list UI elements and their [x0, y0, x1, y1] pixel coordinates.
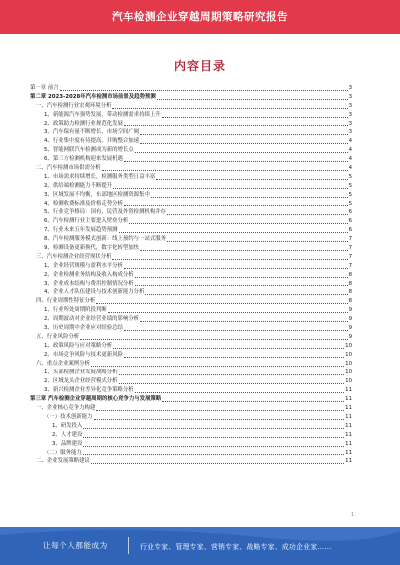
toc-leader-dots — [102, 170, 348, 171]
toc-entry[interactable] — [30, 128, 352, 137]
toc-entry-text: 1、市场需求持续增长，检测服务类型日益丰富 — [44, 173, 156, 180]
toc-leader-dots — [145, 294, 347, 295]
toc-leader-dots — [112, 259, 347, 260]
toc-entry-page: 4 — [348, 165, 352, 171]
toc-entry-text: 六、重点企业案例分析 — [36, 360, 90, 367]
toc-entry-page: 10 — [345, 369, 352, 376]
toc-entry-text: 4、行业集中度有待提高，并购整合加速 — [44, 138, 140, 145]
toc-entry-page: 6 — [348, 218, 352, 225]
toc-entry-page: 10 — [345, 351, 352, 358]
toc-leader-dots — [135, 152, 348, 153]
page-number: 1 — [350, 512, 354, 518]
toc-leader-dots — [83, 428, 344, 429]
footer-slogan: 让每个人都能成为 — [43, 541, 108, 550]
toc-entry-page: 8 — [348, 298, 352, 305]
toc-entry[interactable] — [30, 137, 352, 146]
toc-leader-dots — [162, 117, 348, 118]
toc-entry-text: 四、行业周期性特征分析 — [36, 298, 96, 305]
toc-entry-page: 4 — [348, 156, 352, 163]
toc-entry-text: 8、汽车检测服务模式创新：线上预约与一站式服务 — [44, 236, 167, 243]
toc-entry-text: 二、企业发展策略建议 — [36, 458, 90, 465]
toc-leader-dots — [167, 214, 348, 215]
toc-entry-text: 二、汽车检测市场供需分析 — [36, 165, 101, 171]
toc-leader-dots — [124, 161, 348, 162]
toc-entry-page: 11 — [345, 440, 352, 447]
toc-entry[interactable] — [30, 200, 352, 209]
toc-entry-text: 4、企业人才队伍建设与技术创新能力分析 — [44, 289, 145, 296]
toc-entry[interactable] — [30, 315, 352, 324]
toc-leader-dots — [113, 348, 344, 349]
toc-entry[interactable] — [30, 120, 352, 129]
toc-entry-page: 11 — [345, 396, 352, 403]
toc-leader-dots — [96, 410, 344, 411]
toc-entry[interactable] — [30, 84, 352, 93]
toc-entry-text: 一、汽车检测行业宏观环境分析 — [36, 102, 112, 109]
toc-entry[interactable] — [30, 102, 352, 111]
toc-entry-text: 三、汽车检测企业经营现状分析 — [36, 253, 112, 260]
toc-entry-text: 2、供给端检测能力不断提升 — [44, 182, 113, 189]
toc-entry-page: 9 — [348, 325, 352, 332]
toc-entry[interactable] — [30, 217, 352, 226]
toc-entry-page: 8 — [348, 280, 352, 287]
toc-entry[interactable] — [30, 342, 352, 351]
toc-leader-dots — [135, 392, 344, 393]
toc-entry-text: 第一章 前言 — [30, 84, 59, 91]
toc-leader-dots — [94, 419, 345, 420]
toc-entry-page: 5 — [348, 173, 352, 180]
toc-entry[interactable] — [30, 235, 352, 244]
toc-entry-text: 3、汽车保有量不断增长，市场空间广阔 — [44, 129, 140, 136]
toc-entry-text: （一）技术创新能力 — [44, 413, 93, 420]
toc-entry[interactable] — [30, 173, 352, 182]
toc-entry-text: 7、行业未来五年发展趋势预测 — [44, 227, 118, 234]
toc-entry-page: 10 — [345, 360, 352, 367]
toc-entry-text: 2、企业检测业务结构及收入构成分析 — [44, 271, 134, 278]
toc-entry[interactable] — [30, 431, 352, 440]
toc-leader-dots — [124, 357, 344, 358]
toc-entry-page: 5 — [348, 191, 352, 198]
toc-entry-page: 3 — [348, 120, 352, 127]
toc-entry-text: （二）服务能力 — [44, 449, 82, 456]
toc-entry[interactable] — [30, 395, 352, 404]
toc-leader-dots — [80, 339, 347, 340]
toc-entry-text: 5、智能网联汽车检测成为新的增长点 — [44, 147, 134, 154]
toc-leader-dots — [140, 143, 347, 144]
toc-entry-page: 11 — [345, 458, 352, 465]
toc-entry-text: 5、行业竞争格局：国有、民营及外资检测机构并存 — [44, 209, 167, 216]
toc-entry[interactable] — [30, 369, 352, 378]
toc-entry-text: 一、企业核心竞争力构建 — [36, 405, 96, 412]
toc-entry-text: 2、区域龙头企业经营模式分析 — [44, 378, 118, 385]
toc-leader-dots — [60, 90, 348, 91]
toc-leader-dots — [83, 454, 344, 455]
toc-leader-dots — [151, 197, 348, 198]
toc-leader-dots — [167, 241, 348, 242]
toc-entry[interactable] — [30, 244, 352, 253]
toc-entry-page: 6 — [348, 209, 352, 216]
toc-entry-text: 2、市场竞争风险与技术更新风险 — [44, 351, 123, 358]
toc-entry-text: 第三章 汽车检测企业穿越周期的核心竞争力与发展策略 — [30, 396, 162, 403]
toc-entry-page: 7 — [348, 245, 352, 252]
toc-entry[interactable] — [30, 191, 352, 200]
toc-entry-page: 4 — [348, 147, 352, 154]
toc-leader-dots — [124, 268, 348, 269]
toc-entry-page: 5 — [348, 200, 352, 207]
toc-entry-page: 9 — [348, 333, 352, 340]
toc-entry-page: 3 — [348, 111, 352, 118]
toc-entry-text: 第二章 2023-2028年汽车检测市场前景及趋势预测 — [30, 93, 156, 100]
toc-entry-text: 4、检测收费标准及价格走势分析 — [44, 200, 123, 207]
toc-leader-dots — [83, 446, 344, 447]
toc-leader-dots — [119, 232, 348, 233]
toc-leader-dots — [162, 401, 344, 402]
toc-entry[interactable] — [30, 146, 352, 155]
toc-entry[interactable] — [30, 93, 352, 102]
toc-entry-text: 2、人才建设 — [52, 431, 83, 438]
footer-banner — [0, 527, 400, 565]
toc-leader-dots — [140, 250, 347, 251]
toc-leader-dots — [140, 321, 347, 322]
toc-leader-dots — [119, 383, 345, 384]
toc-entry-text: 1、新能源汽车强势发展，带动检测需求持续上升 — [44, 111, 161, 118]
toc-leader-dots — [83, 437, 344, 438]
toc-entry[interactable] — [30, 280, 352, 289]
toc-entry-page: 10 — [345, 378, 352, 385]
toc-leader-dots — [156, 179, 347, 180]
toc-entry-page: 4 — [348, 138, 352, 145]
toc-entry[interactable] — [30, 324, 352, 333]
toc-entry[interactable] — [30, 271, 352, 280]
toc-entry[interactable] — [30, 182, 352, 191]
toc-entry-page: 11 — [345, 405, 352, 412]
toc-leader-dots — [135, 277, 348, 278]
toc-leader-dots — [140, 134, 347, 135]
table-of-contents — [30, 84, 352, 466]
toc-entry[interactable] — [30, 306, 352, 315]
toc-entry[interactable] — [30, 288, 352, 297]
toc-entry[interactable] — [30, 377, 352, 386]
toc-entry-text: 3、品牌建设 — [52, 440, 83, 447]
toc-entry[interactable] — [30, 208, 352, 217]
toc-entry[interactable] — [30, 253, 352, 262]
toc-entry[interactable] — [30, 386, 352, 395]
toc-entry-text: 1、企业经营规模与盈利水平分析 — [44, 262, 123, 269]
toc-entry[interactable] — [30, 226, 352, 235]
toc-entry-page: 7 — [348, 253, 352, 260]
toc-leader-dots — [119, 374, 345, 375]
toc-entry-page: 7 — [348, 236, 352, 243]
report-header — [0, 0, 400, 34]
toc-entry-text: 1、行业所处周期阶段判断 — [44, 307, 107, 314]
footer-tagline: 行业专家、管理专家、营销专家、战略专家、成功企业家…… — [140, 543, 332, 551]
toc-entry-text: 1、研发投入 — [52, 422, 83, 429]
toc-leader-dots — [91, 366, 344, 367]
toc-entry-text: 2、周期波动对企业经营业绩的影响分析 — [44, 316, 140, 323]
toc-entry-page: 8 — [348, 271, 352, 278]
toc-entry-text: 3、新兴检测企业差异化竞争策略分析 — [44, 387, 134, 394]
toc-entry-text: 3、企业成本结构与费用控制情况分析 — [44, 280, 134, 287]
toc-entry[interactable] — [30, 297, 352, 306]
report-title: 汽车检测企业穿越周期策略研究报告 — [112, 11, 288, 23]
toc-leader-dots — [96, 303, 347, 304]
toc-title: 内容目录 — [173, 59, 226, 73]
toc-entry-page: 11 — [345, 431, 352, 438]
toc-entry-page: 9 — [348, 307, 352, 314]
toc-entry-text: 五、行业风险分析 — [36, 333, 80, 340]
toc-entry[interactable] — [30, 440, 352, 449]
toc-entry-text: 3、区域发展不均衡，东部地区检测资源集中 — [44, 191, 150, 198]
toc-leader-dots — [112, 108, 347, 109]
toc-leader-dots — [135, 285, 348, 286]
toc-entry-page: 3 — [348, 84, 352, 91]
toc-leader-dots — [108, 312, 348, 313]
toc-entry[interactable] — [30, 111, 352, 120]
toc-entry-text: 6、汽车检测行业主要进入壁垒分析 — [44, 218, 129, 225]
toc-leader-dots — [124, 125, 348, 126]
toc-entry[interactable] — [30, 457, 352, 466]
toc-entry[interactable] — [30, 351, 352, 360]
toc-entry-page: 11 — [345, 449, 352, 456]
toc-entry-text: 2、政策助力检测行业规范化发展 — [44, 120, 123, 127]
toc-entry-page: 3 — [348, 93, 352, 100]
toc-leader-dots — [129, 223, 347, 224]
toc-entry[interactable] — [30, 404, 352, 413]
toc-entry-text: 1、头部检测企业发展战略分析 — [44, 369, 118, 376]
toc-entry[interactable] — [30, 155, 352, 164]
toc-entry-text: 1、政策风险与应对策略分析 — [44, 342, 113, 349]
toc-entry-page: 10 — [345, 342, 352, 349]
toc-leader-dots — [157, 99, 348, 100]
toc-entry-page: 9 — [348, 316, 352, 323]
toc-entry[interactable] — [30, 422, 352, 431]
toc-entry[interactable] — [30, 262, 352, 271]
toc-leader-dots — [113, 188, 347, 189]
toc-entry-page: 6 — [348, 227, 352, 234]
toc-entry-page: 3 — [348, 102, 352, 109]
toc-entry-page: 11 — [345, 387, 352, 394]
footer-divider — [128, 537, 129, 554]
toc-entry-page: 11 — [345, 413, 352, 420]
toc-leader-dots — [91, 463, 344, 464]
toc-leader-dots — [124, 205, 348, 206]
toc-entry[interactable] — [30, 449, 352, 458]
toc-leader-dots — [124, 330, 348, 331]
toc-entry[interactable] — [30, 333, 352, 342]
toc-entry[interactable] — [30, 164, 352, 173]
toc-entry-text: 9、检测设备更新换代，数字化转型加快 — [44, 245, 140, 252]
toc-entry-page: 3 — [348, 129, 352, 136]
toc-entry-page: 11 — [345, 422, 352, 429]
toc-entry-page: 8 — [348, 289, 352, 296]
toc-entry-text: 6、第三方检测机构迎来发展机遇 — [44, 156, 123, 163]
toc-entry-page: 7 — [348, 262, 352, 269]
toc-entry[interactable] — [30, 360, 352, 369]
toc-entry-page: 5 — [348, 182, 352, 189]
toc-entry[interactable] — [30, 413, 352, 422]
toc-entry-text: 3、历史周期中企业应对经验总结 — [44, 325, 123, 332]
